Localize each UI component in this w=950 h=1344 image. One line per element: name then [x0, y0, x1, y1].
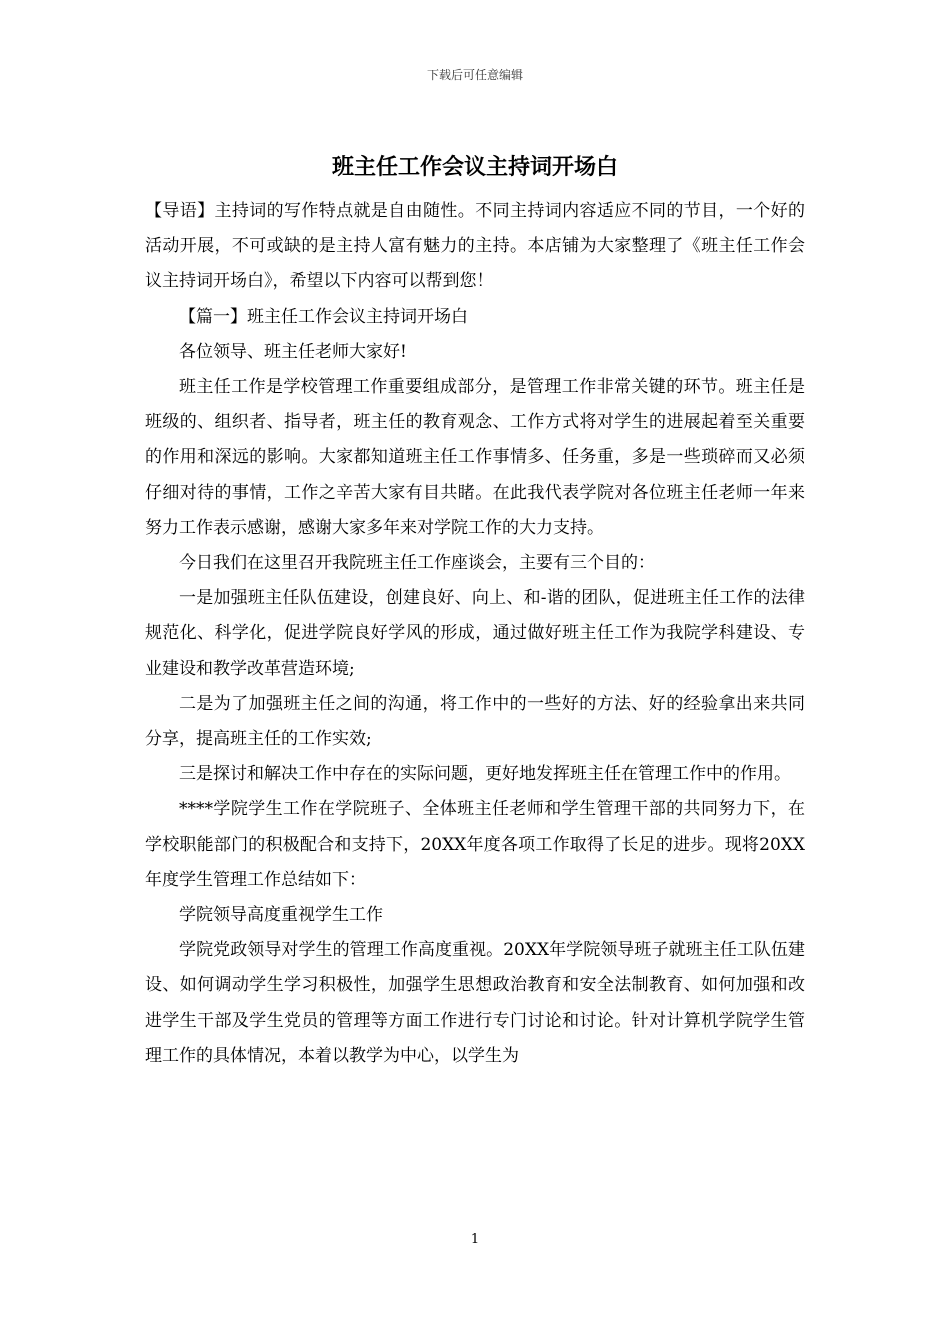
- paragraph: 三是探讨和解决工作中存在的实际问题，更好地发挥班主任在管理工作中的作用。: [179, 764, 791, 785]
- paragraph: 今日我们在这里召开我院班主任工作座谈会，主要有三个目的：: [179, 553, 655, 574]
- header-note: 下载后可任意编辑: [426, 68, 523, 82]
- paragraph-subheading: 学院领导高度重视学生工作: [179, 905, 383, 926]
- paragraph: 一是加强班主任队伍建设，创建良好、向上、和-谐的团队，促进班主任工作的法律规范化、科学化，促进学院良好学风的形成，通过做好班主任工作为我院学科建设、专业建设和教学改革营造环境;: [145, 588, 805, 679]
- paragraph: 二是为了加强班主任之间的沟通，将工作中的一些好的方法、好的经验拿出来共同分享，提高班主任的工作实效;: [145, 693, 805, 750]
- paragraph-intro: 【导语】主持词的写作特点就是自由随性。不同主持词内容适应不同的节目，一个好的活动开展，不可或缺的是主持人富有魅力的主持。本店铺为大家整理了《班主任工作会议主持词开场白》，希望以下内容可以帮到您！: [145, 201, 805, 292]
- paragraph: 学院党政领导对学生的管理工作高度重视。20XX年学院领导班子就班主任工队伍建设、如何调动学生学习积极性，加强学生思想政治教育和安全法制教育、如何加强和改进学生干部及学生党员的管理等方面工作进行专门讨论和讨论。针对计算机学院学生管理工作的具体情况，本着以教学为中心，以学生为: [145, 940, 805, 1066]
- document-title: 班主任工作会议主持词开场白: [331, 154, 618, 180]
- paragraph: ****学院学生工作在学院班子、全体班主任老师和学生管理干部的共同努力下，在学校职能部门的积极配合和支持下，20XX年度各项工作取得了长足的进步。现将20XX年度学生管理工作总结如下：: [145, 799, 805, 890]
- paragraph-section-heading: 【篇一】班主任工作会议主持词开场白: [179, 306, 468, 327]
- paragraph: 班主任工作是学校管理工作重要组成部分，是管理工作非常关键的环节。班主任是班级的、组织者、指导者，班主任的教育观念、工作方式将对学生的进展起着至关重要的作用和深远的影响。大家都知道班主任工作事情多、任务重，多是一些琐碎而又必须仔细对待的事情，工作之辛苦大家有目共睹。在此我代表学院对各位班主任老师一年来努力工作表示感谢，感谢大家多年来对学院工作的大力支持。: [145, 377, 805, 538]
- document-body: [145, 194, 805, 1074]
- page-number: 1: [470, 1232, 480, 1247]
- paragraph-greeting: 各位领导、班主任老师大家好!: [179, 341, 407, 362]
